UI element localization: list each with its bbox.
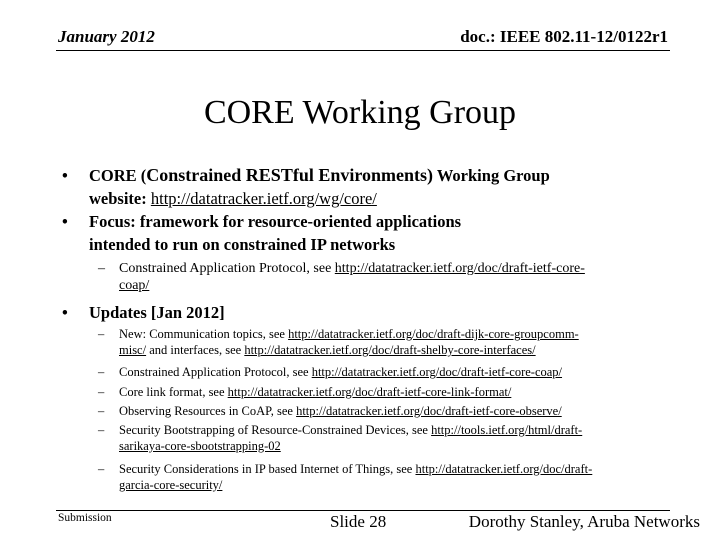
bullet-text xyxy=(89,164,662,210)
update-item-text xyxy=(119,384,668,400)
groupcomm-draft-link-cont[interactable]: misc/ xyxy=(119,343,147,357)
bullet-text-post: Working Group xyxy=(433,166,550,185)
footer-author: Dorothy Stanley, Aruba Networks xyxy=(468,512,700,531)
bullet-text xyxy=(89,210,662,256)
sbootstrapping-draft-link[interactable]: http://tools.ietf.org/html/draft- xyxy=(431,423,583,437)
header-doc-id: doc.: IEEE 802.11-12/0122r1 xyxy=(460,27,668,46)
dash-glyph: – xyxy=(98,261,105,276)
bullet-text: Updates [Jan 2012] xyxy=(89,303,225,322)
update-item-text xyxy=(119,364,668,380)
groupcomm-draft-link[interactable]: http://datatracker.ietf.org/doc/draft-dijk-core-groupcomm- xyxy=(288,327,579,341)
dash-glyph: – xyxy=(98,462,105,476)
coap-draft-link[interactable]: http://datatracker.ietf.org/doc/draft-ietf-core- xyxy=(334,261,585,276)
update-item xyxy=(98,403,668,419)
update-item xyxy=(98,326,668,358)
interfaces-draft-link[interactable]: http://datatracker.ietf.org/doc/draft-shelby-core-interfaces/ xyxy=(244,343,536,357)
footer-divider xyxy=(56,510,670,511)
bullet-glyph: • xyxy=(62,166,68,185)
dash-glyph: – xyxy=(98,385,105,399)
coap-draft-link-cont[interactable]: coap/ xyxy=(119,278,150,293)
bullet-core-website xyxy=(62,164,662,210)
coap-draft-link-2[interactable]: http://datatracker.ietf.org/doc/draft-ietf-core-coap/ xyxy=(311,365,563,379)
dash-glyph: – xyxy=(98,423,105,437)
sbootstrapping-draft-link-cont[interactable]: sarikaya-core-sbootstrapping-02 xyxy=(119,439,281,453)
observe-draft-link[interactable]: http://datatracker.ietf.org/doc/draft-ietf-core-observe/ xyxy=(296,404,562,418)
footer-submission: Submission xyxy=(58,512,112,524)
core-security-draft-link[interactable]: http://datatracker.ietf.org/doc/draft- xyxy=(415,462,593,476)
update-item-label: Security Bootstrapping of Resource-Constrained Devices, see xyxy=(119,423,432,437)
update-item xyxy=(98,461,668,493)
dash-glyph: – xyxy=(98,327,105,341)
update-item-text xyxy=(119,326,668,358)
update-item-label: Observing Resources in CoAP, see xyxy=(119,404,297,418)
bullet-text-website: website: xyxy=(89,189,151,208)
bullet-text-line1: Focus: framework for resource-oriented applications xyxy=(89,212,462,231)
bullet-text-line2: intended to run on constrained IP networks xyxy=(89,235,396,254)
footer-slide-number: Slide 28 xyxy=(330,512,387,531)
header-divider xyxy=(56,50,670,51)
slide-title: CORE Working Group xyxy=(203,94,517,131)
update-item-label: Core link format, see xyxy=(119,385,228,399)
update-item xyxy=(98,384,668,400)
sub-bullet-label: Constrained Application Protocol, see xyxy=(119,261,335,276)
header-date: January 2012 xyxy=(58,27,155,46)
link-format-draft-link[interactable]: http://datatracker.ietf.org/doc/draft-ietf-core-link-format/ xyxy=(227,385,512,399)
bullet-glyph: • xyxy=(62,212,68,231)
sub-bullet-coap xyxy=(98,260,668,294)
update-item-text xyxy=(119,461,668,493)
sub-bullet-text xyxy=(119,260,668,294)
bullet-glyph: • xyxy=(62,303,68,322)
update-item-label-2: and interfaces, see xyxy=(146,343,245,357)
bullet-text-pre: CORE ( xyxy=(89,166,147,185)
bullet-updates xyxy=(62,301,662,324)
update-item-label: Constrained Application Protocol, see xyxy=(119,365,312,379)
dash-glyph: – xyxy=(98,404,105,418)
core-security-draft-link-cont[interactable]: garcia-core-security/ xyxy=(119,478,223,492)
bullet-text-emph: Constrained RESTful Environments) xyxy=(146,165,434,185)
update-item-label: New: Communication topics, see xyxy=(119,327,289,341)
update-item xyxy=(98,364,668,380)
update-item-text xyxy=(119,403,668,419)
core-wg-link[interactable]: http://datatracker.ietf.org/wg/core/ xyxy=(150,189,377,208)
dash-glyph: – xyxy=(98,365,105,379)
update-item-text xyxy=(119,422,668,454)
update-item xyxy=(98,422,668,454)
update-item-label: Security Considerations in IP based Internet of Things, see xyxy=(119,462,416,476)
bullet-focus xyxy=(62,210,662,256)
